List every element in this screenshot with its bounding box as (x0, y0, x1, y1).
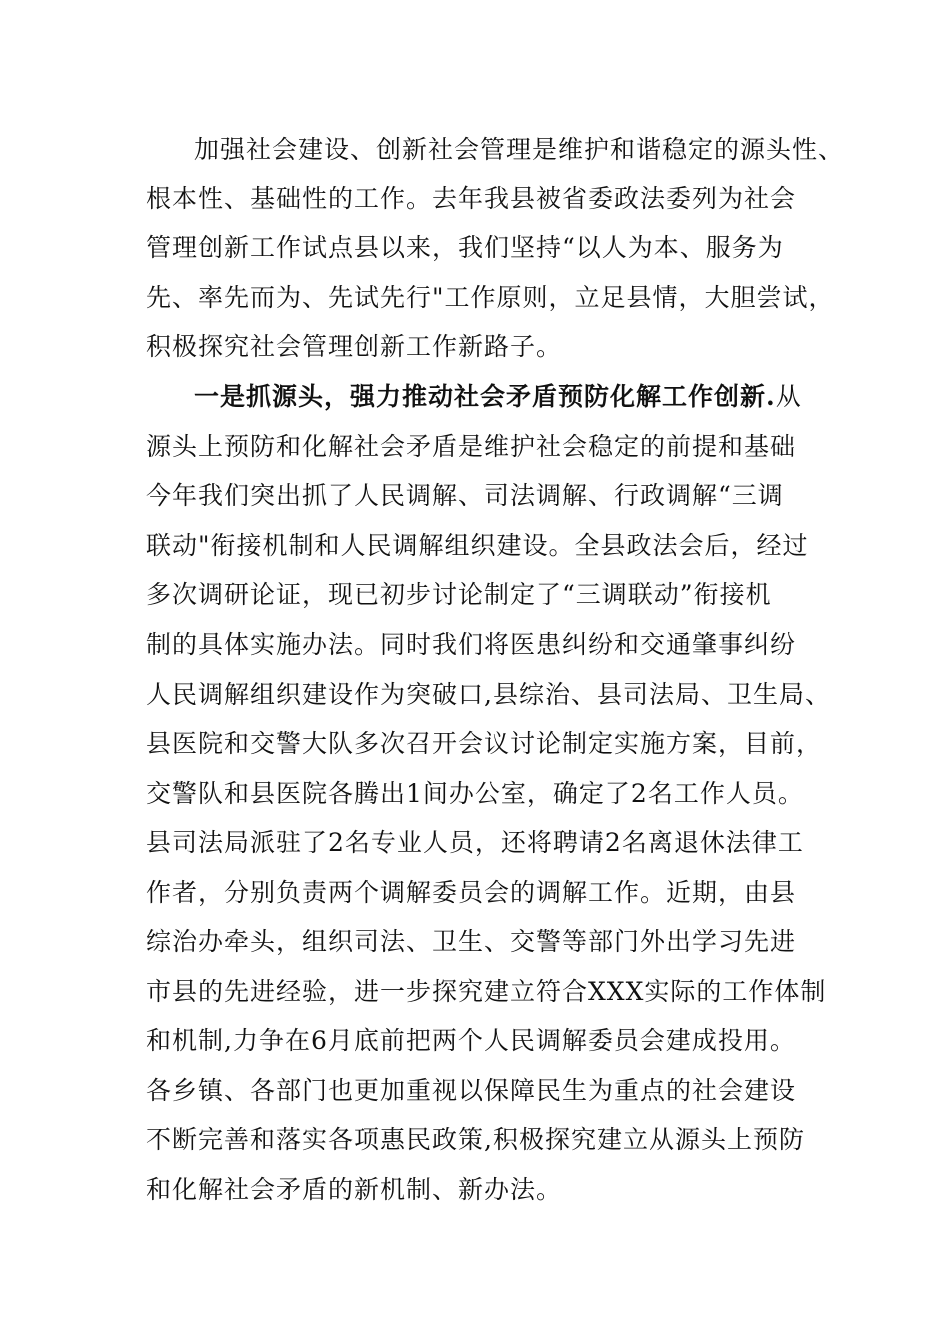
paragraph-2-line-1 (194, 381, 802, 413)
paragraph-2-line-7: 人民调解组织建设作为突破口,县综治、县司法局、卫生局、 (146, 680, 831, 709)
paragraph-2-line-16: 不断完善和落实各项惠民政策,积极探究建立从源头上预防 (146, 1125, 805, 1154)
paragraph-1-line-4: 先、率先而为、先试先行"工作原则，立足县情，大胆尝试， (146, 283, 835, 312)
paragraph-2-line-11: 作者，分别负责两个调解委员会的调解工作。近期，由县 (146, 878, 797, 907)
paragraph-2-line-2: 源头上预防和化解社会矛盾是维护社会稳定的前提和基础 (146, 432, 797, 461)
paragraph-2-line-9: 交警队和县医院各腾出1间办公室，确定了2名工作人员。 (146, 779, 804, 808)
paragraph-1-line-1: 加强社会建设、创新社会管理是维护和谐稳定的源头性、 (194, 135, 845, 164)
paragraph-2-line-3: 今年我们突出抓了人民调解、司法调解、行政调解“三调 (146, 481, 784, 510)
paragraph-2-line-15: 各乡镇、各部门也更加重视以保障民生为重点的社会建设 (146, 1076, 797, 1105)
paragraph-1-line-2: 根本性、基础性的工作。去年我县被省委政法委列为社会 (146, 184, 797, 213)
paragraph-2-line-12: 综治办牵头，组织司法、卫生、交警等部门外出学习先进 (146, 927, 797, 956)
paragraph-2-line-17: 和化解社会矛盾的新机制、新办法。 (146, 1175, 563, 1204)
paragraph-2-line-14: 和机制,力争在6月底前把两个人民调解委员会建成投用。 (146, 1026, 796, 1055)
paragraph-1-line-3: 管理创新工作试点县以来，我们坚持“以人为本、服务为 (146, 233, 784, 262)
paragraph-2-line-8: 县医院和交警大队多次召开会议讨论制定实施方案，目前， (146, 729, 823, 758)
paragraph-2-line-6: 制的具体实施办法。同时我们将医患纠纷和交通肇事纠纷 (146, 630, 797, 659)
section-heading: 一是抓源头，强力推动社会矛盾预防化解工作创新. (194, 382, 776, 411)
paragraph-2-line-10: 县司法局派驻了2名专业人员，还将聘请2名离退休法律工 (146, 828, 804, 857)
paragraph-2-line-5: 多次调研论证，现已初步讨论制定了“三调联动”衔接机 (146, 580, 772, 609)
paragraph-2-line-13: 市县的先进经验，进一步探究建立符合XXX实际的工作体制 (146, 977, 827, 1006)
paragraph-2-line-1-tail: 从 (775, 382, 802, 411)
paragraph-2-line-4: 联动"衔接机制和人民调解组织建设。全县政法会后，经过 (146, 531, 809, 560)
paragraph-1-line-5: 积极探究社会管理创新工作新路子。 (146, 332, 563, 361)
